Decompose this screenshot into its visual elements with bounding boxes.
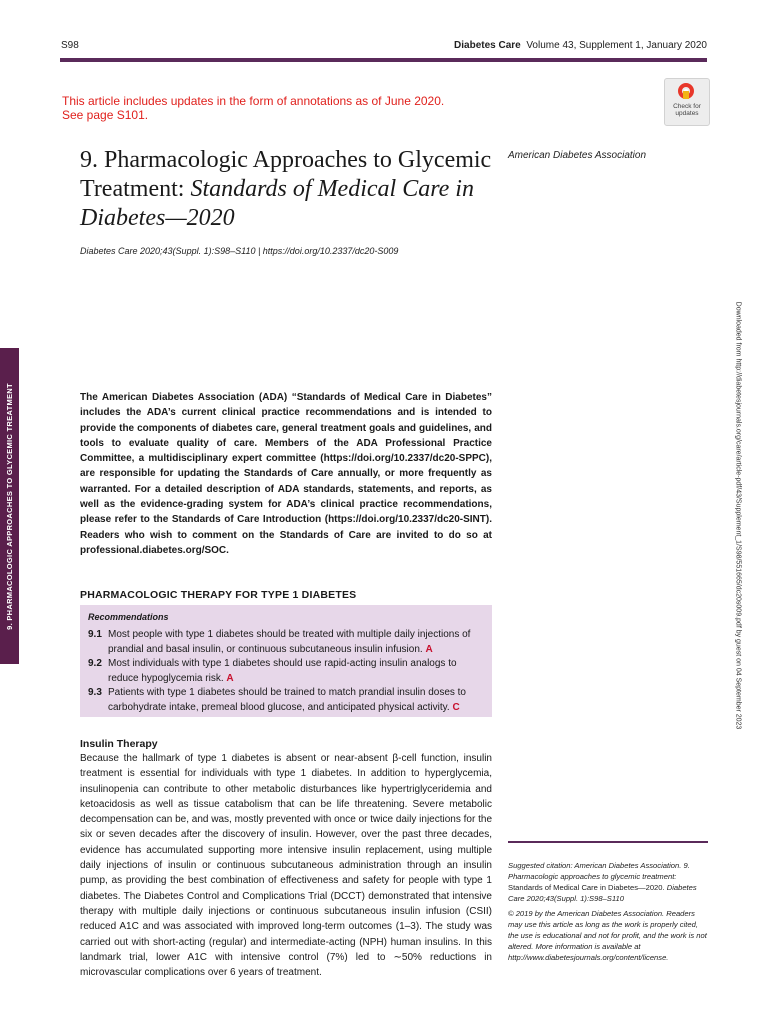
update-notice-line2: See page S101. xyxy=(62,108,149,122)
article-title xyxy=(80,146,500,233)
update-notice-line1: This article includes updates in the form of annotations as of June 2020. xyxy=(62,94,445,108)
recommendation-text xyxy=(108,656,486,686)
recommendation-number: 9.1 xyxy=(88,629,102,640)
suggested-citation-lead: Suggested citation: American Diabetes Association. 9. Pharmacologic approaches to glycemic treatment: xyxy=(508,861,690,881)
header-rule xyxy=(60,58,707,62)
suggested-citation-title: Standards of Medical Care in Diabetes—2020. xyxy=(508,883,665,892)
article-author: American Diabetes Association xyxy=(508,150,647,161)
recommendation-number: 9.3 xyxy=(88,687,102,698)
insulin-therapy-body: Because the hallmark of type 1 diabetes is absent or near-absent β-cell function, insulin treatment is essential for individuals with type 1 diabetes. In addition to hyperglycemia, insulinopenia can contribute to other metabolic disturbances like hypertriglyceridemia and ketoacidosis as well as tissue catabolism that can be life threatening. Severe metabolic decompensation can be, and was, mostly prevented with once or twice daily injections for the six or seven decades after the discovery of insulin. However, over the past three decades, evidence has accumulated supporting more intensive insulin replacement, using multiple daily injections of insulin or continuous subcutaneous administration through an insulin pump, as providing the best combination of effectiveness and safety for people with type 1 diabetes. The Diabetes Control and Complications Trial (DCCT) demonstrated that intensive therapy with multiple daily injections or continuous subcutaneous insulin infusion (CSII) reduced A1C and was associated with improved long-term outcomes (1–3). The study was carried out with short-acting (regular) and intermediate-acting (NPH) human insulins. In this landmark trial, lower A1C with intensive control (7%) led to ∼50% reductions in microvascular complications over 6 years of treatment. xyxy=(80,753,492,979)
recommendation-text-content: Most people with type 1 diabetes should be treated with multiple daily injections of prandial and basal insulin, or continuous subcutaneous insulin infusion. xyxy=(108,629,471,655)
recommendation-item xyxy=(88,627,486,657)
side-tab-label: 9. PHARMACOLOGIC APPROACHES TO GLYCEMIC TREATMENT xyxy=(5,382,15,630)
article-citation: Diabetes Care 2020;43(Suppl. 1):S98–S110 | https://doi.org/10.2337/dc20-S009 xyxy=(80,246,399,256)
copyright-notice: © 2019 by the American Diabetes Association. Readers may use this article as long as the work is properly cited, the use is educational and not for profit, and the work is not altered. More information is available at http://www.diabetesjournals.org/content/license. xyxy=(508,909,707,962)
abstract: The American Diabetes Association (ADA) “Standards of Medical Care in Diabetes” includes the ADA’s current clinical practice recommendations and is intended to provide the components of diabetes care, general treatment goals and guidelines, and tools to evaluate quality of care. Members of the ADA Professional Practice Committee, a multidisciplinary expert committee (https://doi.org/10.2337/dc20-SPPC), are responsible for updating the Standards of Care annually, or more frequently as warranted. For a detailed description of ADA standards, statements, and reports, as well as the evidence-grading system for ADA’s clinical practice recommendations, please refer to the Standards of Care Introduction (https://doi.org/10.2337/dc20-SINT). Readers who wish to comment on the Standards of Care are invited to do so at professional.diabetes.org/SOC. xyxy=(80,392,492,556)
bookmark-icon xyxy=(683,91,689,99)
article-title-main: 9. Pharmacologic Approaches to Glycemic Treatment: xyxy=(80,147,492,202)
evidence-grade: A xyxy=(226,673,234,684)
evidence-grade: A xyxy=(425,644,433,655)
section-heading: PHARMACOLOGIC THERAPY FOR TYPE 1 DIABETES xyxy=(80,589,357,601)
recommendation-text-content: Patients with type 1 diabetes should be trained to match prandial insulin doses to carbohydrate intake, premeal blood glucose, and anticipated physical activity. xyxy=(108,687,466,713)
check-for-updates-label: Check for updates xyxy=(673,103,701,117)
journal-header xyxy=(454,40,707,51)
check-for-updates-button[interactable] xyxy=(664,78,710,126)
recommendation-text xyxy=(108,685,486,715)
suggested-citation-tail: Diabetes Care 2020;43(Suppl. 1):S98–S110 xyxy=(508,883,697,903)
journal-issue: Volume 43, Supplement 1, January 2020 xyxy=(526,40,707,51)
page-number: S98 xyxy=(61,40,79,51)
suggested-citation xyxy=(508,860,708,904)
evidence-grade: C xyxy=(452,702,460,713)
recommendations-label: Recommendations xyxy=(88,612,169,622)
recommendation-text-content: Most individuals with type 1 diabetes should use rapid-acting insulin analogs to reduce hypoglycemia risk. xyxy=(108,658,457,684)
recommendation-number: 9.2 xyxy=(88,658,102,669)
section-side-tab-text xyxy=(0,348,19,664)
download-watermark xyxy=(728,280,748,750)
article-title-italic: Standards of Medical Care in Diabetes—2020 xyxy=(80,176,474,231)
sidebar-notes xyxy=(508,860,708,967)
recommendation-item xyxy=(88,656,486,686)
insulin-therapy-heading: Insulin Therapy xyxy=(80,738,158,750)
update-notice xyxy=(62,94,482,122)
recommendation-item xyxy=(88,685,486,715)
sidebar-rule xyxy=(508,841,708,843)
recommendation-text xyxy=(108,627,486,657)
download-watermark-text: Downloaded from http://diabetesjournals.org/care/article-pdf/43/Supplement_1/S98/551665/dc20s009.pdf by guest on 04 September 2023 xyxy=(734,301,742,729)
journal-name: Diabetes Care xyxy=(454,40,521,51)
